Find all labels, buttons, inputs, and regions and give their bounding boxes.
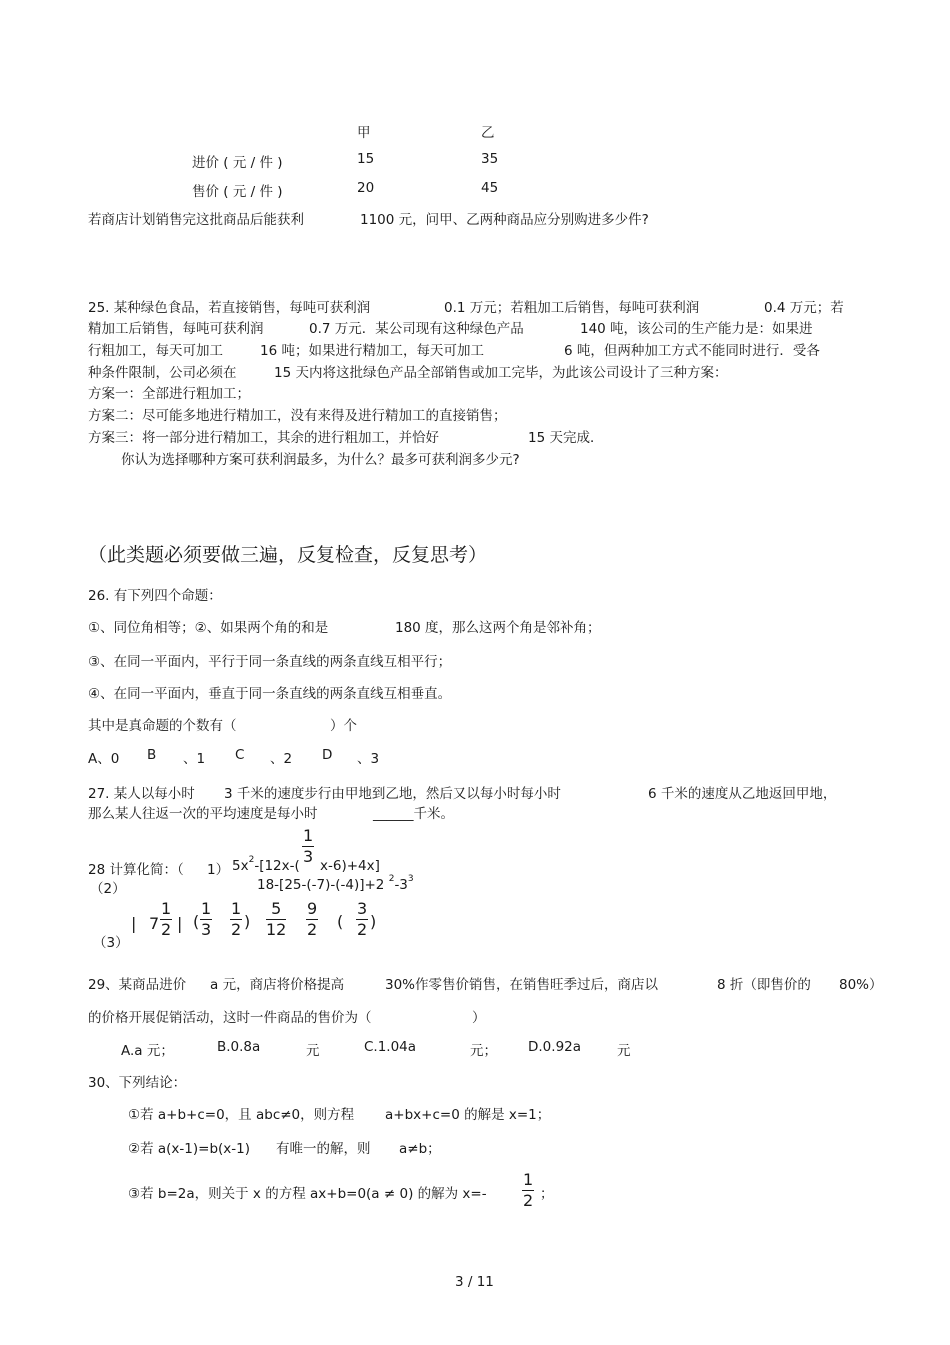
q29-line: ） [472, 1010, 486, 1026]
q28-part: （2） [90, 881, 126, 897]
q29-line: 8 折（即售价的 [717, 977, 811, 993]
q29-option: B.0.8a [217, 1039, 261, 1055]
q29-option: C.1.04a [364, 1039, 417, 1055]
q26-line: 26. 有下列四个命题： [88, 588, 222, 604]
q26-line: 180 度，那么这两个角是邻补角； [395, 620, 601, 636]
q29-option: A.a 元； [121, 1043, 174, 1059]
q26-option: B [147, 747, 157, 763]
q26-option: 、3 [357, 751, 380, 767]
paren: ) [370, 912, 377, 931]
q25-line: 0.7 万元．某公司现有这种绿色产品 [309, 321, 524, 337]
q30-line: 有唯一的解，则 [276, 1141, 371, 1157]
q26-line: ③、在同一平面内，平行于同一条直线的两条直线互相平行； [88, 654, 452, 670]
q27-line: 3 千米的速度步行由甲地到乙地，然后又以每小时每小时 [224, 786, 561, 802]
q24-text: 1100 元，问甲、乙两种商品应分别购进多少件? [360, 212, 649, 228]
fraction: $\frac{3}{2}$ [357, 899, 368, 939]
q28-expr: $5x^2-[12x-$( [232, 855, 300, 874]
q27-line: 27. 某人以每小时 [88, 786, 195, 802]
q29-line: 30%作零售价销售，在销售旺季过后，商店以 [385, 977, 659, 993]
paren: ( [337, 912, 344, 931]
q29-option: D.0.92a [528, 1039, 582, 1055]
q25-line: 方案三：将一部分进行精加工，其余的进行粗加工，并恰好 [88, 430, 439, 446]
q28-part: （3） [93, 935, 129, 951]
q29-line: a 元，商店将价格提高 [210, 977, 345, 993]
q26-line: 其中是真命题的个数有（ [88, 718, 237, 734]
q25-line: 15 天内将这批绿色产品全部销售或加工完毕，为此该公司设计了三种方案： [274, 365, 728, 381]
q26-option: 、2 [270, 751, 293, 767]
fraction: $\frac{5}{12}$ [266, 899, 287, 939]
q28-label: 28 计算化简：（ [88, 862, 184, 878]
fraction-one-third: $\frac{1}{3}$ [303, 826, 314, 866]
q29-option: 元 [306, 1043, 320, 1059]
q26-line: ④、在同一平面内，垂直于同一条直线的两条直线互相垂直。 [88, 686, 452, 702]
fraction: $\frac{1}{2}$ [161, 899, 172, 939]
fraction-one-half: $\frac{1}{2}$ [523, 1170, 534, 1210]
q27-line: 那么某人往返一次的平均速度是每小时 [88, 806, 318, 822]
q29-option: 元 [617, 1043, 631, 1059]
q26-option: D [322, 747, 333, 763]
table-header-jia: 甲 [357, 125, 371, 141]
q30-line: a≠b； [399, 1141, 441, 1157]
q26-line: ）个 [330, 718, 357, 734]
q25-line: 方案一：全部进行粗加工； [88, 386, 250, 402]
fraction: $\frac{1}{3}$ [201, 899, 212, 939]
q25-line: 精加工后销售，每吨可获利润 [88, 321, 264, 337]
table-row-label: 进价 ( 元 / 件 ) [192, 155, 283, 171]
q27-line: 6 千米的速度从乙地返回甲地， [648, 786, 837, 802]
q25-line: 16 吨；如果进行精加工，每天可加工 [260, 343, 484, 359]
q25-line: 140 吨，该公司的生产能力是：如果进 [580, 321, 813, 337]
q29-line: 的价格开展促销活动，这时一件商品的售价为（ [88, 1010, 372, 1026]
q29-line: 29、某商品进价 [88, 977, 187, 993]
q30-line: a+bx+c=0 的解是 x=1； [385, 1107, 551, 1123]
mixed-number-whole: 7 [149, 914, 160, 933]
q25-line: 方案二：尽可能多地进行精加工，没有来得及进行精加工的直接销售； [88, 408, 507, 424]
table-cell: 15 [357, 151, 375, 167]
table-cell: 35 [481, 151, 499, 167]
table-header-yi: 乙 [481, 125, 495, 141]
q29-option: 元； [470, 1043, 497, 1059]
q26-option: 、1 [183, 751, 206, 767]
q28-expr: 18-[25-(-7)-(-4)]+2 $^2-3^3$ [257, 874, 414, 893]
q25-line: 25. 某种绿色食品，若直接销售，每吨可获利润 [88, 300, 371, 316]
q26-line: ①、同位角相等；②、如果两个角的和是 [88, 620, 329, 636]
abs-bar: | [131, 914, 137, 933]
page-number: 3 / 11 [455, 1274, 494, 1290]
table-row-label: 售价 ( 元 / 件 ) [192, 184, 283, 200]
q30-line: ③若 b=2a，则关于 x 的方程 ax+b=0(a ≠ 0) 的解为 x=- [128, 1186, 487, 1202]
q25-line: 你认为选择哪种方案可获利润最多，为什么？最多可获利润多少元? [121, 452, 520, 468]
q29-line: 80%） [839, 977, 883, 993]
q30-line: ①若 a+b+c=0，且 abc≠0，则方程 [128, 1107, 355, 1123]
q24-text: 若商店计划销售完这批商品后能获利 [88, 212, 304, 228]
q25-line: 6 吨，但两种加工方式不能同时进行．受各 [564, 343, 820, 359]
paren: ) [244, 912, 251, 931]
q25-line: 0.1 万元；若粗加工后销售，每吨可获利润 [444, 300, 700, 316]
q25-line: 种条件限制，公司必须在 [88, 365, 237, 381]
q26-option: A、0 [88, 751, 120, 767]
section-heading: （此类题必须要做三遍，反复检查，反复思考） [88, 544, 488, 566]
q25-line: 行粗加工，每天可加工 [88, 343, 223, 359]
q25-line: 15 天完成． [528, 430, 604, 446]
q27-line: ______千米。 [373, 806, 454, 822]
q28-expr: x-6)+4x] [320, 858, 380, 874]
abs-bar: | [177, 914, 183, 933]
q30-line: ； [540, 1186, 554, 1202]
fraction: $\frac{9}{2}$ [307, 899, 318, 939]
q30-line: 30、下列结论： [88, 1075, 187, 1091]
q28-part: 1） [207, 862, 230, 878]
q25-line: 0.4 万元；若 [764, 300, 844, 316]
table-cell: 45 [481, 180, 499, 196]
q30-line: ②若 a(x-1)=b(x-1) [128, 1141, 251, 1157]
table-cell: 20 [357, 180, 375, 196]
q26-option: C [235, 747, 245, 763]
paren: ( [193, 912, 200, 931]
fraction: $\frac{1}{2}$ [231, 899, 242, 939]
